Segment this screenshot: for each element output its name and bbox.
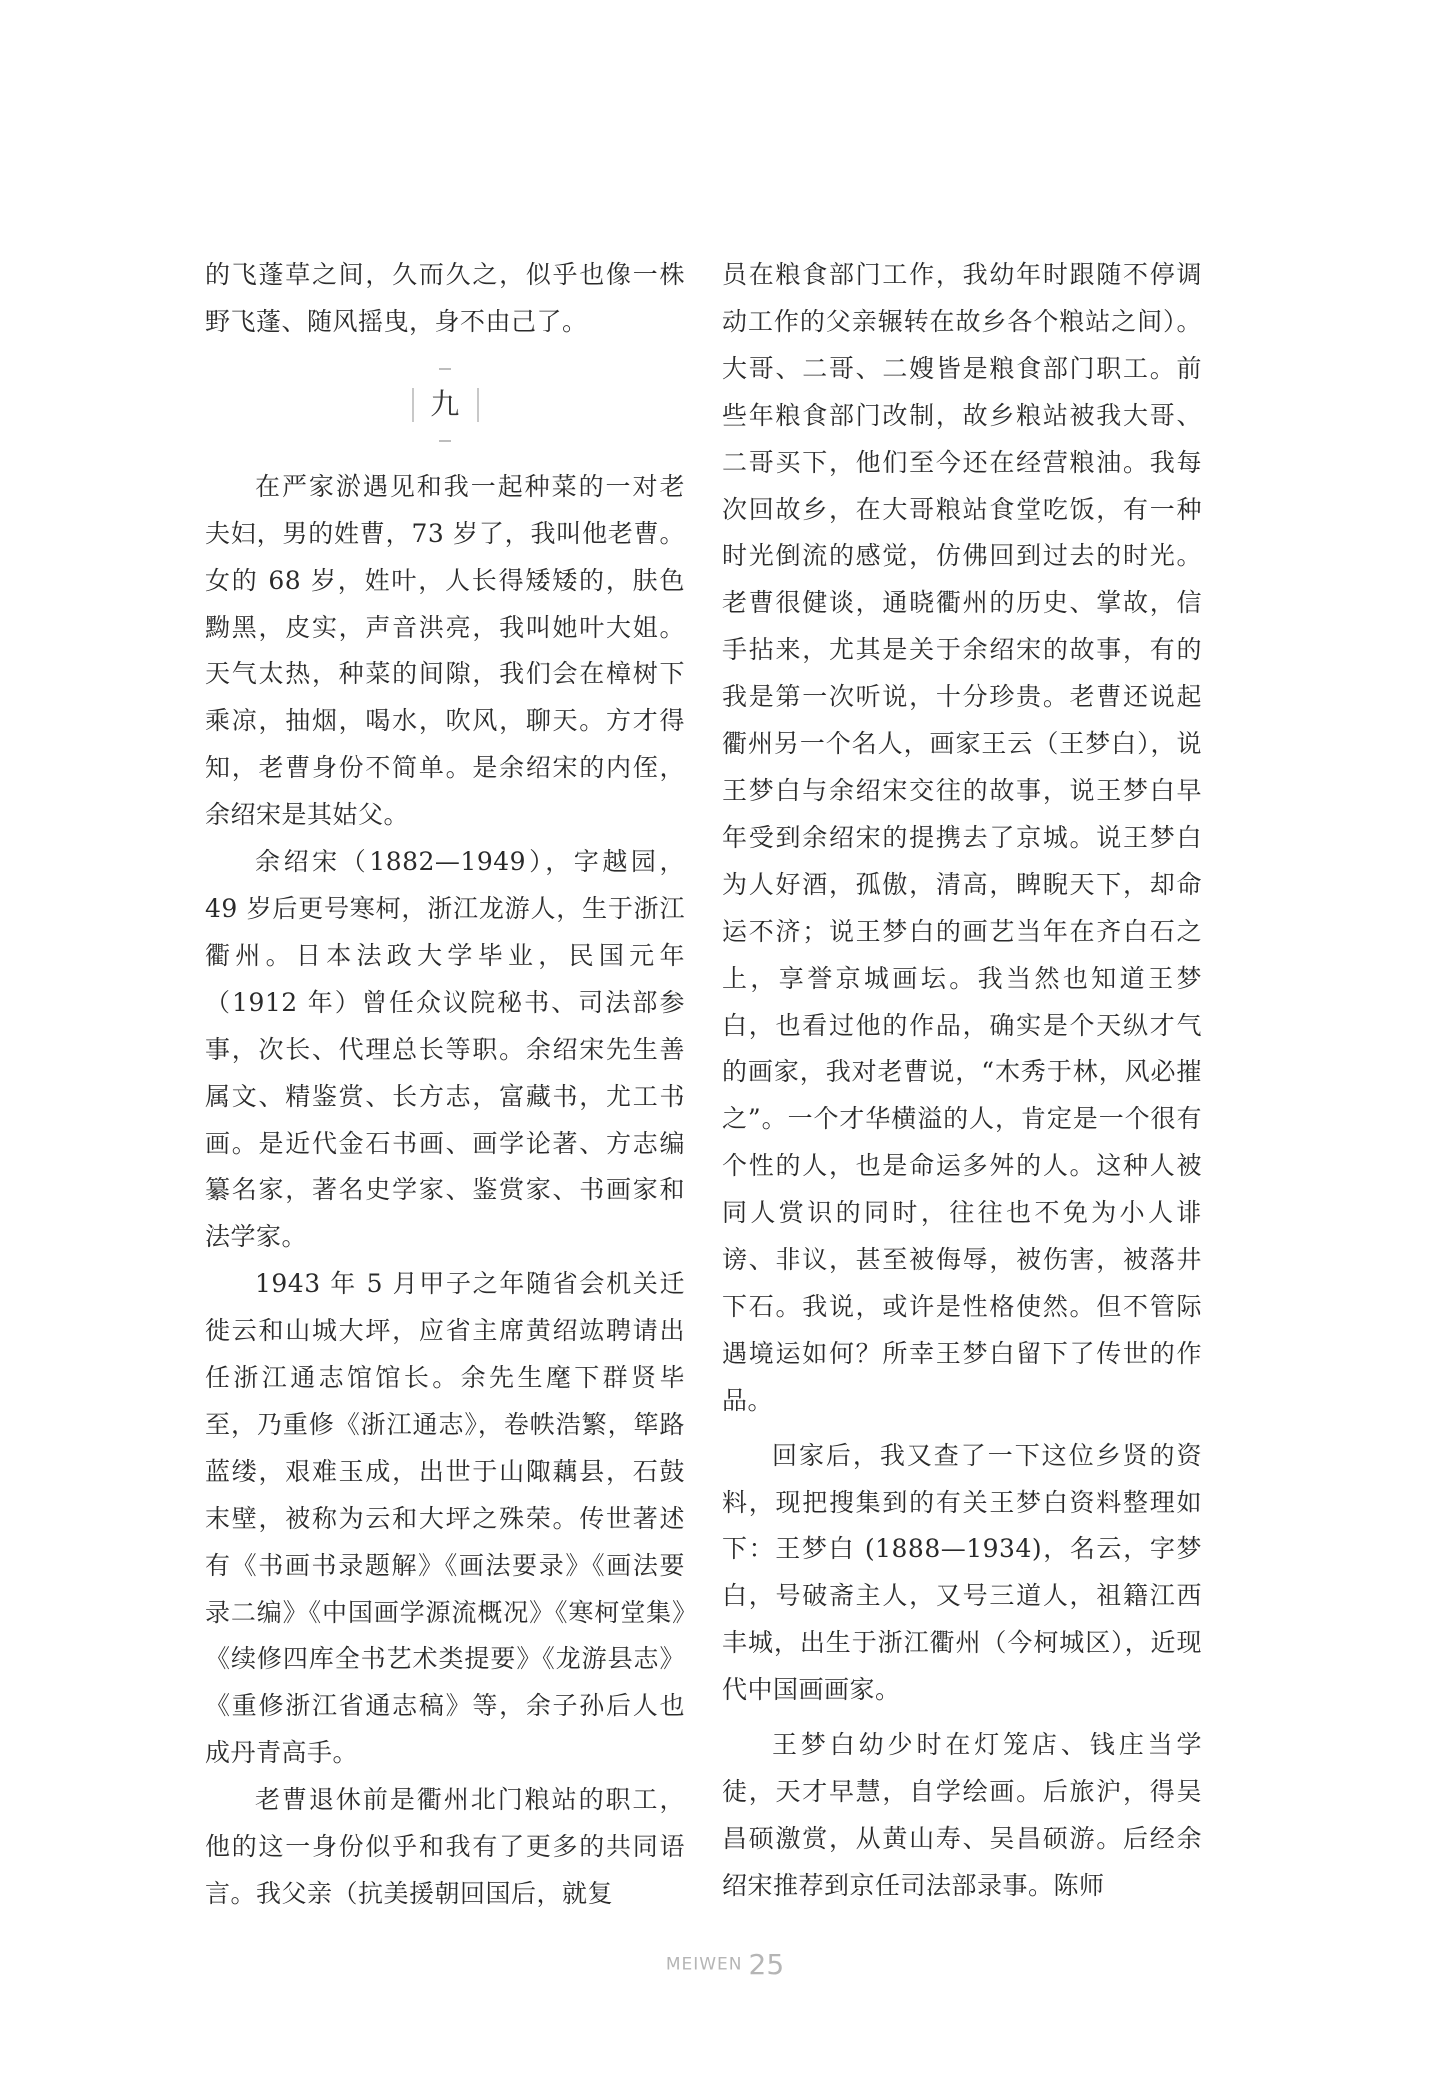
paragraph: 王梦白幼少时在灯笼店、钱庄当学徒，天才早慧，自学绘画。后旅沪，得吴昌硕激赏，从黄山寿、吴昌硕游。后经余绍宋推荐到京任司法部录事。陈师 bbox=[722, 1730, 1202, 1900]
paragraph: 老曹退休前是衢州北门粮站的职工，他的这一身份似乎和我有了更多的共同语言。我父亲（抗美援朝回国后，就复 bbox=[205, 1785, 685, 1908]
right-column bbox=[722, 252, 1202, 1910]
heading-top-ornament bbox=[439, 368, 451, 370]
heading-left-bar bbox=[412, 388, 414, 422]
magazine-brand: MEIWEN bbox=[665, 1954, 743, 1975]
paragraph-continued: 员在粮食部门工作，我幼年时跟随不停调动工作的父亲辗转在故乡各个粮站之间）。大哥、二哥、二嫂皆是粮食部门职工。前些年粮食部门改制，故乡粮站被我大哥、二哥买下，他们至今还在经营粮油。我每次回故乡，在大哥粮站食堂吃饭，有一种时光倒流的感觉，仿佛回到过去的时光。老曹很健谈，通晓衢州的历史、掌故，信手拈来，尤其是关于余绍宋的故事，有的我是第一次听说，十分珍贵。老曹还说起衢州另一个名人，画家王云（王梦白），说王梦白与余绍宋交往的故事，说王梦白早年受到余绍宋的提携去了京城。说王梦白为人好酒，孤傲，清高，睥睨天下，却命运不济；说王梦白的画艺当年在齐白石之上，享誉京城画坛。我当然也知道王梦白，也看过他的作品，确实是个天纵才气的画家，我对老曹说，“木秀于林，风必摧之”。一个才华横溢的人，肯定是一个很有个性的人，也是命运多舛的人。这种人被同人赏识的同时，往往也不免为小人诽谤、非议，甚至被侮辱，被伤害，被落井下石。我说，或许是性格使然。但不管际遇境运如何？所幸王梦白留下了传世的作品。 bbox=[722, 260, 1202, 1415]
page-number: 25 bbox=[748, 1948, 785, 1981]
heading-bottom-ornament bbox=[439, 440, 451, 442]
paragraph: 1943 年 5 月甲子之年随省会机关迁徙云和山城大坪，应省主席黄绍竑聘请出任浙江通志馆馆长。余先生麾下群贤毕至，乃重修《浙江通志》，卷帙浩繁，筚路蓝缕，艰难玉成，出世于山陬藕县，石鼓末壁，被称为云和大坪之殊荣。传世著述有《书画书录题解》《画法要录》《画法要录二编》《中国画学源流概况》《寒柯堂集》《续修四库全书艺术类提要》《龙游县志》《重修浙江省通志稿》等，余子孙后人也成丹青高手。 bbox=[205, 1269, 685, 1768]
paragraph-continued: 的飞蓬草之间，久而久之，似乎也像一株野飞蓬、随风摇曳，身不由己了。 bbox=[205, 260, 685, 336]
page-footer bbox=[0, 1948, 1450, 1981]
paragraph: 在严家淤遇见和我一起种菜的一对老夫妇，男的姓曹，73 岁了，我叫他老曹。女的 68 岁，姓叶，人长得矮矮的，肤色黝黑，皮实，声音洪亮，我叫她叶大姐。天气太热，种菜的间隙，我们会在樟树下乘凉，抽烟，喝水，吹风，聊天。方才得知，老曹身份不简单。是余绍宋的内侄，余绍宋是其姑父。 bbox=[205, 471, 685, 830]
heading-right-bar bbox=[477, 388, 479, 422]
section-heading bbox=[205, 346, 685, 464]
left-column bbox=[205, 252, 685, 1918]
paragraph: 余绍宋（1882—1949），字越园，49 岁后更号寒柯，浙江龙游人，生于浙江衢州。日本法政大学毕业，民国元年（1912 年）曾任众议院秘书、司法部参事，次长、代理总长等职。余绍宋先生善属文、精鉴赏、长方志，富藏书，尤工书画。是近代金石书画、画学论著、方志编纂名家，著名史学家、鉴赏家、书画家和法学家。 bbox=[205, 847, 685, 1252]
section-number: 九 bbox=[430, 387, 460, 422]
paragraph: 回家后，我又查了一下这位乡贤的资料，现把搜集到的有关王梦白资料整理如下：王梦白 (1888—1934)，名云，字梦白，号破斋主人，又号三道人，祖籍江西丰城，出生于浙江衢州（今柯城区），近现代中国画画家。 bbox=[722, 1440, 1202, 1705]
